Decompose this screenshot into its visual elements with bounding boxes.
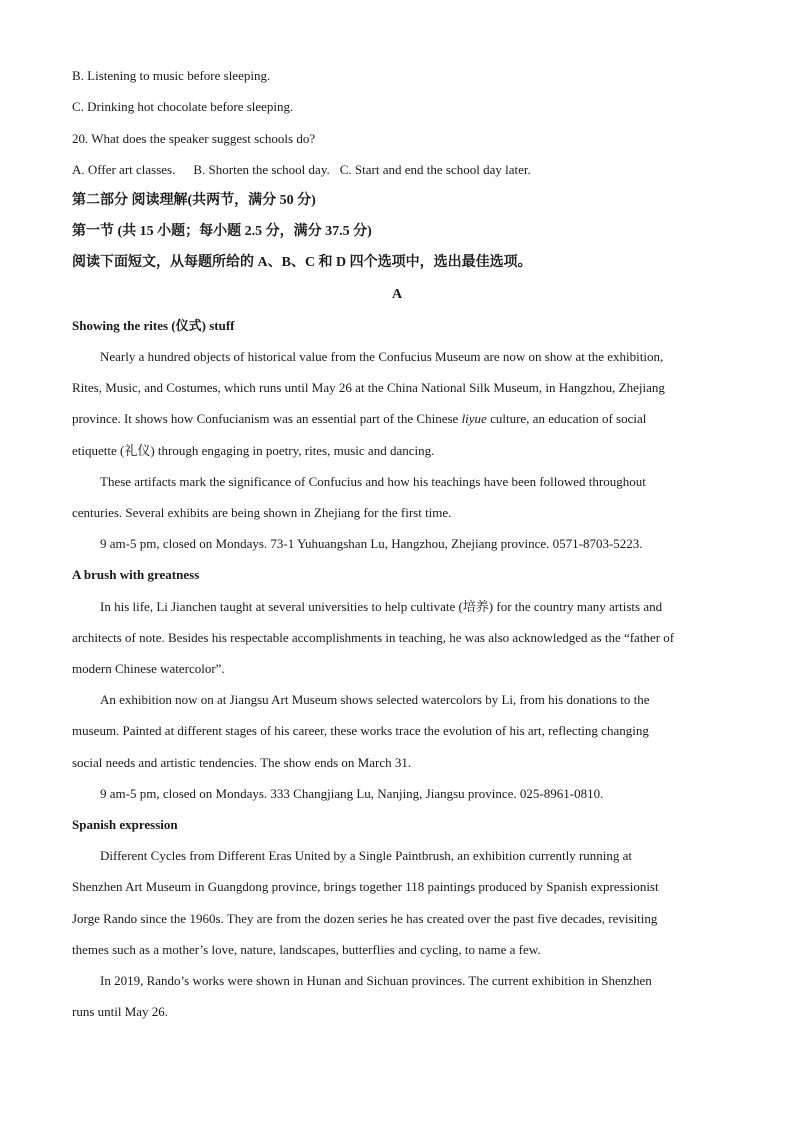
q20-options bbox=[72, 160, 724, 180]
item2-p2-line1: An exhibition now on at Jiangsu Art Museum shows selected watercolors by Li, from his donations to the bbox=[100, 692, 650, 707]
item2-p2-line3: social needs and artistic tendencies. The show ends on March 31. bbox=[72, 755, 412, 770]
q20-option-b: B. Shorten the school day. bbox=[193, 162, 330, 177]
liyue-term: liyue bbox=[461, 411, 487, 426]
item1-p1-line2: Rites, Music, and Costumes, which runs until May 26 at the China National Silk Museum, in Hangzhou, Zhejiang bbox=[72, 380, 665, 395]
item2-p1-line3: modern Chinese watercolor”. bbox=[72, 661, 225, 676]
item2-info: 9 am-5 pm, closed on Mondays. 333 Changjiang Lu, Nanjing, Jiangsu province. 025-8961-0810. bbox=[100, 786, 604, 801]
part-title: 第二部分 阅读理解(共两节，满分 50 分) bbox=[72, 193, 316, 208]
item3-p1-line1: Different Cycles from Different Eras United by a Single Paintbrush, an exhibition currently running at bbox=[100, 848, 633, 863]
q20-stem: 20. What does the speaker suggest schools do? bbox=[72, 131, 316, 146]
item3-p1-line2: Shenzhen Art Museum in Guangdong province, brings together 118 paintings produced by Spanish expressionist bbox=[72, 879, 659, 894]
item1-p2-line2: centuries. Several exhibits are being shown in Zhejiang for the first time. bbox=[72, 505, 452, 520]
item2-p1-line1: In his life, Li Jianchen taught at several universities to help cultivate (培养) for the country many artists and bbox=[100, 599, 663, 614]
item1-p1-line3 bbox=[72, 409, 724, 429]
instruction: 阅读下面短文，从每题所给的 A、B、C 和 D 四个选项中，选出最佳选项。 bbox=[72, 255, 532, 270]
q20-option-c: C. Start and end the school day later. bbox=[339, 162, 531, 177]
q19-option-b: B. Listening to music before sleeping. bbox=[72, 68, 271, 83]
q19-option-c: C. Drinking hot chocolate before sleeping. bbox=[72, 99, 294, 114]
item3-p2-line2: runs until May 26. bbox=[72, 1004, 169, 1019]
item2-heading: A brush with greatness bbox=[72, 567, 200, 582]
item2-p1-line2: architects of note. Besides his respectable accomplishments in teaching, he was also acknowledged as the “father of bbox=[72, 630, 675, 645]
item1-heading: Showing the rites (仪式) stuff bbox=[72, 318, 235, 333]
item1-p1-line3-text-a: province. It shows how Confucianism was an essential part of the Chinese bbox=[72, 411, 462, 426]
item1-p2-line1: These artifacts mark the significance of Confucius and how his teachings have been followed throughout bbox=[100, 474, 646, 489]
item3-heading: Spanish expression bbox=[72, 817, 178, 832]
item1-p1-line3-text-b: culture, an education of social bbox=[486, 411, 647, 426]
item3-p1-line4: themes such as a mother’s love, nature, landscapes, butterflies and cycling, to name a few. bbox=[72, 942, 541, 957]
q20-option-a: A. Offer art classes. bbox=[72, 162, 176, 177]
passage-label: A bbox=[391, 287, 403, 302]
subsection-title: 第一节 (共 15 小题；每小题 2.5 分，满分 37.5 分) bbox=[72, 224, 372, 239]
item3-p2-line1: In 2019, Rando’s works were shown in Hunan and Sichuan provinces. The current exhibition in Shenzhen bbox=[100, 973, 652, 988]
item2-p2-line2: museum. Painted at different stages of his career, these works trace the evolution of his art, reflecting changing bbox=[72, 723, 649, 738]
item1-info: 9 am-5 pm, closed on Mondays. 73-1 Yuhuangshan Lu, Hangzhou, Zhejiang province. 0571-8703-5223. bbox=[100, 536, 643, 551]
item3-p1-line3: Jorge Rando since the 1960s. They are from the dozen series he has created over the past five decades, revisiting bbox=[72, 911, 658, 926]
item1-p1-line1: Nearly a hundred objects of historical value from the Confucius Museum are now on show at the exhibition, bbox=[100, 349, 664, 364]
item1-p1-line4: etiquette (礼仪) through engaging in poetry, rites, music and dancing. bbox=[72, 443, 435, 458]
